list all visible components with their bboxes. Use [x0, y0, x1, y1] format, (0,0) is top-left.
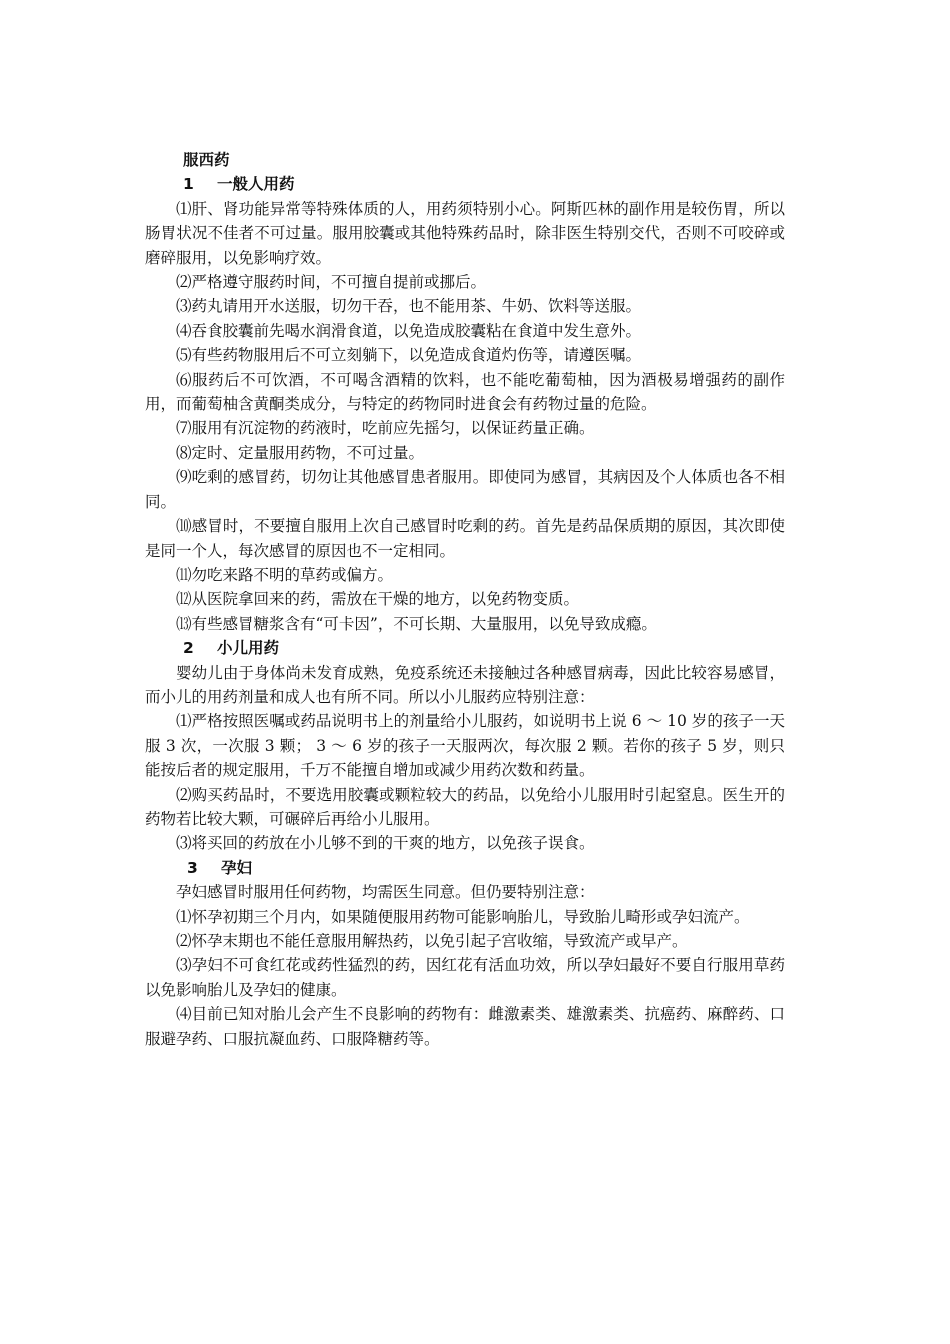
paragraph: ⑴严格按照医嘱或药品说明书上的剂量给小儿服药，如说明书上说 6 ～ 10 岁的孩子一天服 3 次，一次服 3 颗； 3 ～ 6 岁的孩子一天服两次，每次服 2 颗。若你的孩子 5 岁，则只能按后者的规定服用，千万不能擅自增加或减少用药次数和药量。 [145, 712, 785, 780]
paragraph: ⑶将买回的药放在小儿够不到的干爽的地方，以免孩子误食。 [176, 834, 595, 853]
paragraph: ⑴怀孕初期三个月内，如果随便服用药物可能影响胎儿，导致胎儿畸形或孕妇流产。 [176, 907, 750, 926]
section-number: 3 [187, 858, 198, 877]
paragraph: ⑽感冒时，不要擅自服用上次自己感冒时吃剩的药。首先是药品保质期的原因，其次即使是同一个人，每次感冒的原因也不一定相同。 [145, 517, 785, 560]
document-page [145, 148, 785, 1051]
paragraph: ⑷吞食胶囊前先喝水润滑食道，以免造成胶囊粘在食道中发生意外。 [176, 321, 642, 340]
paragraph: ⑵严格遵守服药时间，不可擅自提前或挪后。 [176, 273, 487, 292]
paragraph: 婴幼儿由于身体尚未发育成熟，免疫系统还未接触过各种感冒病毒，因此比较容易感冒，而小儿的用药剂量和成人也有所不同。所以小儿服药应特别注意： [145, 663, 785, 706]
section-number: 1 [183, 175, 194, 194]
paragraph: ⑻定时、定量服用药物，不可过量。 [176, 443, 425, 462]
section-heading-text: 一般人用药 [217, 175, 295, 194]
paragraph: ⑿从医院拿回来的药，需放在干燥的地方，以免药物变质。 [176, 590, 580, 609]
paragraph: ⑶药丸请用开水送服，切勿干吞，也不能用茶、牛奶、饮料等送服。 [176, 297, 642, 316]
paragraph: ⑵怀孕末期也不能任意服用解热药，以免引起子宫收缩，导致流产或早产。 [176, 932, 688, 950]
paragraph: ⒀有些感冒糖浆含有“可卡因”，不可长期、大量服用，以免导致成瘾。 [176, 614, 657, 633]
paragraph: ⑹服药后不可饮酒，不可喝含酒精的饮料，也不能吃葡萄柚，因为酒极易增强药的副作用，而葡萄柚含黄酮类成分，与特定的药物同时进食会有药物过量的危险。 [145, 370, 785, 414]
section-number: 2 [183, 639, 194, 658]
paragraph: ⑵购买药品时，不要选用胶囊或颗粒较大的药品，以免给小儿服用时引起窒息。医生开的药物若比较大颗，可碾碎后再给小儿服用。 [145, 785, 785, 828]
paragraph: ⑴肝、肾功能异常等特殊体质的人，用药须特别小心。阿斯匹林的副作用是较伤胃，所以肠胃状况不佳者不可过量。服用胶囊或其他特殊药品时，除非医生特别交代，否则不可咬碎或磨碎服用，以免影响疗效。 [145, 199, 785, 267]
section-heading-text: 小儿用药 [217, 639, 280, 658]
section-heading-general [145, 172, 785, 196]
paragraph: ⑼吃剩的感冒药，切勿让其他感冒患者服用。即使同为感冒，其病因及个人体质也各不相同。 [145, 468, 785, 511]
paragraph: ⑷目前已知对胎儿会产生不良影响的药物有：雌激素类、雄激素类、抗癌药、麻醉药、口服避孕药、口服抗凝血药、口服降糖药等。 [145, 1005, 785, 1048]
paragraph: ⑾勿吃来路不明的草药或偏方。 [176, 565, 394, 584]
document-title: 服西药 [183, 151, 230, 169]
paragraph: ⑸有些药物服用后不可立刻躺下，以免造成食道灼伤等，请遵医嘱。 [176, 346, 642, 365]
section-heading-pregnant [145, 856, 785, 880]
section-heading-text: 孕妇 [221, 858, 253, 877]
paragraph: 孕妇感冒时服用任何药物，均需医生同意。但仍要特别注意： [176, 883, 595, 902]
paragraph: ⑶孕妇不可食红花或药性猛烈的药，因红花有活血功效，所以孕妇最好不要自行服用草药以免影响胎儿及孕妇的健康。 [145, 956, 785, 999]
paragraph: ⑺服用有沉淀物的药液时，吃前应先摇匀，以保证药量正确。 [176, 419, 595, 438]
section-heading-children [145, 636, 785, 660]
